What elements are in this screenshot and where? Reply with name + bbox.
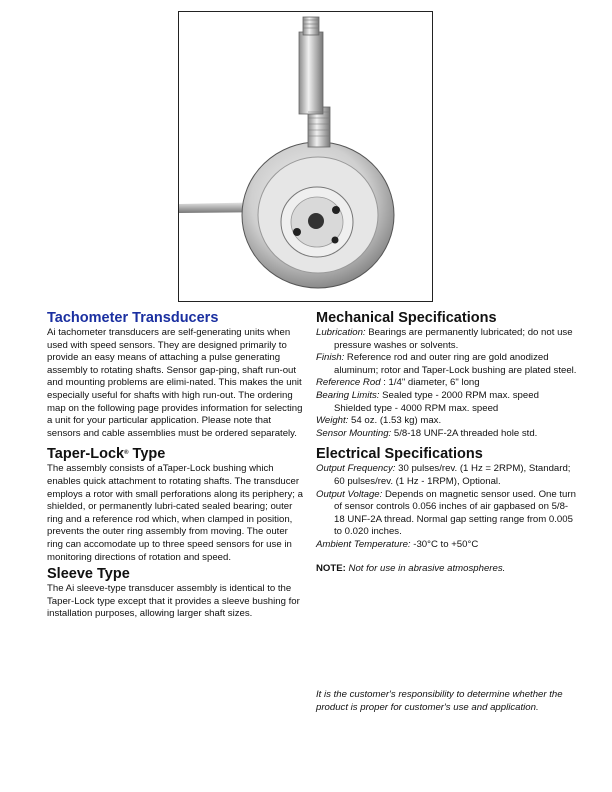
transducer-illustration xyxy=(179,12,432,301)
spec-label: Lubrication: xyxy=(316,327,366,338)
spec-label: Ambient Temperature: xyxy=(316,538,411,550)
spec-label: Finish: xyxy=(316,352,345,364)
left-column xyxy=(47,309,303,621)
spec-sensor-mounting xyxy=(316,428,578,441)
spec-value: 5/8-18 UNF-2A threaded hole std. xyxy=(391,427,538,439)
tachometer-transducers-heading: Tachometer Transducers xyxy=(47,310,219,326)
spec-value: -30°C to +50°C xyxy=(410,538,479,550)
registered-mark: ® xyxy=(124,450,129,457)
spec-label: Reference Rod xyxy=(316,377,381,389)
sleeve-type-heading: Sleeve Type xyxy=(47,566,130,583)
spec-value: Bearings are permanently lubricated; do not use pressure washes or solvents. xyxy=(334,327,573,351)
spec-label: Output Frequency: xyxy=(316,463,396,475)
note xyxy=(316,563,578,576)
electrical-specs-heading: Electrical Specifications xyxy=(316,446,483,463)
note-label: NOTE: xyxy=(316,562,346,574)
right-column xyxy=(316,309,578,575)
taper-lock-heading xyxy=(47,445,303,463)
spec-label: Weight: xyxy=(316,415,349,427)
taper-lock-heading-text: Taper-Lock xyxy=(47,446,125,463)
note-text: Not for use in abrasive atmospheres. xyxy=(345,562,506,574)
spec-label: Sensor Mounting: xyxy=(316,427,392,439)
product-photo xyxy=(178,11,433,302)
spec-value: Reference rod and outer ring are gold anodized aluminum; rotor and Taper-Lock bushing are plated steel. xyxy=(334,352,577,376)
spec-value: Depends on magnetic sensor used. One turn of sensor controls 0.056 inches of air gapbased on 5/8-18 UNF-2A thread. Normal gap setting range from 0.005 to 0.020 inches. xyxy=(334,488,576,538)
spec-lubrication xyxy=(316,327,578,352)
spec-ambient-temperature xyxy=(316,539,578,552)
spec-value: 54 oz. (1.53 kg) max. xyxy=(348,415,442,427)
mechanical-specs-heading: Mechanical Specifications xyxy=(316,310,497,326)
spec-finish xyxy=(316,352,578,377)
spec-bearing-limits xyxy=(316,390,578,415)
spec-output-voltage xyxy=(316,489,578,539)
spec-value: : 1/4" diameter, 6" long xyxy=(380,377,480,389)
taper-lock-heading-suffix: Type xyxy=(128,446,166,463)
sleeve-type-body: The Ai sleeve-type transducer assembly is identical to the Taper-Lock type except that it provides a sleeve bushing for installation purposes, allowing larger shaft sizes. xyxy=(47,583,300,620)
disclaimer: It is the customer's responsibility to determine whether the product is proper for customer's use and application. xyxy=(316,689,563,713)
tachometer-transducers-body: Ai tachometer transducers are self-generating units when used with speed sensors. They are designed primarily to provide an easy means of attaching a pulse generating assembly to rotating shafts. Sensor gap-ping, shaft run-out and mounting problems are elimi-nated. This makes the unit especially useful for shafts with high run-out. The ordering map on the following page provides information for selecting a unit for your particular application. Please note that sensors and cable assemblies must be ordered separately. xyxy=(47,327,303,439)
spec-weight xyxy=(316,415,578,428)
spec-value: Sealed type - 2000 RPM max. speed Shielded type - 4000 RPM max. speed xyxy=(334,389,539,414)
taper-lock-body: The assembly consists of aTaper-Lock bushing which enables quick attachment to rotating shafts. The transducer employs a rotor with small perforations along its periphery; a shielded, or permanently lubri-cated sealed bearing; outer ring and a reference rod which, when clamped in position, prevents the outer ring assembly from moving. The outer ring can accomodate up to three speed sensors for use in monitoring directions of rotation and speed. xyxy=(47,463,303,563)
spec-label: Output Voltage: xyxy=(316,488,383,500)
spec-value: 30 pulses/rev. (1 Hz = 2RPM), Standard; 60 pulses/rev. (1 Hz - 1RPM), Optional. xyxy=(334,463,571,487)
spec-label: Bearing Limits: xyxy=(316,389,380,401)
spec-reference-rod xyxy=(316,377,578,390)
spec-output-frequency xyxy=(316,463,578,488)
